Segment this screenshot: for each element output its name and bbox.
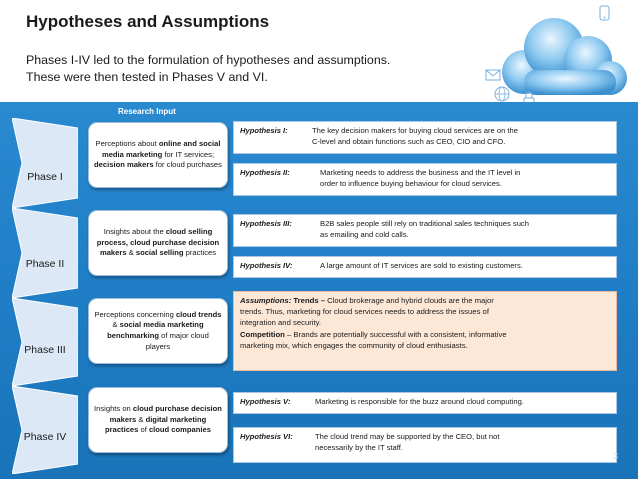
research-input-segment: for cloud purchases xyxy=(153,160,222,170)
phase-label: Phase IV xyxy=(23,431,67,443)
hypothesis-text-line: as emailing and cold calls. xyxy=(320,230,409,239)
hypothesis-label: Hypothesis V: xyxy=(240,397,291,406)
hypothesis-text xyxy=(315,431,610,453)
research-input-segment: of xyxy=(138,425,149,435)
phase-label: Phase I xyxy=(27,171,63,183)
hypothesis-6 xyxy=(233,427,617,463)
research-input-2 xyxy=(88,210,228,276)
hypothesis-label: Hypothesis IV: xyxy=(240,261,293,270)
hypothesis-label: Hypothesis II: xyxy=(240,168,290,177)
page-number: 3 xyxy=(613,451,619,461)
phase-arrow-shape xyxy=(12,386,78,474)
competition-label: Competition xyxy=(240,329,285,339)
research-input-segment: of major cloud players xyxy=(145,331,209,351)
research-input-text xyxy=(94,404,222,436)
phase-2 xyxy=(12,208,78,298)
hypothesis-text: Marketing is responsible for the buzz around cloud computing. xyxy=(315,397,524,406)
phase-arrow-shape xyxy=(12,208,78,298)
phone-icon xyxy=(600,6,609,20)
hypothesis-text-line: The key decision makers for buying cloud services are on the xyxy=(312,126,518,135)
phase-3 xyxy=(12,298,78,386)
phase-arrow-shape xyxy=(12,298,78,386)
research-input-keyword: social selling xyxy=(135,248,184,258)
cloud-icon xyxy=(484,4,634,108)
hypothesis-2 xyxy=(233,163,617,196)
hypothesis-1 xyxy=(233,121,617,154)
hypothesis-label: Hypothesis III: xyxy=(240,219,292,228)
globe-icon xyxy=(495,87,509,101)
phase-4 xyxy=(12,386,78,474)
research-input-segment: practices xyxy=(183,248,217,258)
research-input-segment: Insights on xyxy=(94,404,133,414)
hypothesis-text xyxy=(312,125,610,147)
trends-label: Trends – xyxy=(293,296,326,305)
email-icon xyxy=(486,70,500,80)
hypothesis-text-line: necessarily by the IT staff. xyxy=(315,443,403,452)
hypothesis-label: Hypothesis VI: xyxy=(240,432,293,441)
hypothesis-text: A large amount of IT services are sold to existing customers. xyxy=(320,261,523,270)
hypothesis-label: Hypothesis I: xyxy=(240,126,288,135)
competition-text: – Brands are potentially successful with a consistent, informative xyxy=(284,329,507,339)
trends-text-line: trends. Thus, marketing for cloud services needs to address the issues of xyxy=(240,307,489,317)
research-input-4 xyxy=(88,387,228,453)
research-input-segment: Perceptions about xyxy=(95,139,159,149)
research-input-segment: & xyxy=(136,414,146,424)
hypothesis-text xyxy=(320,218,610,240)
research-input-segment: Insights about the xyxy=(103,227,166,237)
hypothesis-4 xyxy=(233,256,617,278)
research-input-text xyxy=(94,139,222,171)
trends-text-line: integration and security. xyxy=(240,318,322,328)
trends-text: Cloud brokerage and hybrid clouds are the major xyxy=(325,296,494,305)
phase-1 xyxy=(12,118,78,208)
research-input-keyword: cloud selling process, cloud purchase decision makers xyxy=(96,227,220,258)
hypothesis-text-line: The cloud trend may be supported by the CEO, but not xyxy=(315,432,500,441)
research-input-3 xyxy=(88,298,228,364)
assumptions-box xyxy=(233,291,617,371)
competition-text-line: marketing mix, which engages the community of cloud enthusiasts. xyxy=(240,340,468,350)
hypothesis-text-line: C-level and obtain functions such as CEO, CIO and CFO. xyxy=(312,137,506,146)
research-input-label: Research Input xyxy=(118,107,176,116)
research-input-segment: & xyxy=(126,248,136,258)
research-input-segment: for IT services; xyxy=(162,149,215,159)
phase-arrow-shape xyxy=(12,118,78,208)
subtitle-line-1: Phases I-IV led to the formulation of hypotheses and assumptions. xyxy=(26,53,391,67)
research-input-keyword: cloud trends xyxy=(175,309,222,319)
hypothesis-5 xyxy=(233,392,617,414)
phase-label: Phase III xyxy=(24,344,66,356)
page-title: Hypotheses and Assumptions xyxy=(26,12,270,31)
hypothesis-text-line: order to influence buying behaviour for cloud services. xyxy=(320,179,502,188)
research-input-keyword: digital marketing practices xyxy=(105,414,207,435)
research-input-keyword: social media marketing benchmarking xyxy=(107,320,204,340)
research-input-keyword: cloud companies xyxy=(148,425,211,435)
hypothesis-text-line: Marketing needs to address the business and the IT level in xyxy=(320,168,521,177)
research-input-text xyxy=(94,227,222,259)
assumptions-label: Assumptions: xyxy=(240,296,292,305)
research-input-segment: & xyxy=(112,320,120,330)
research-input-text xyxy=(94,310,222,352)
page-subtitle xyxy=(26,52,486,86)
hypothesis-text-line: B2B sales people still rely on traditional sales techniques such xyxy=(320,219,529,228)
research-input-segment: Perceptions concerning xyxy=(94,309,176,319)
research-input-keyword: online and social media marketing xyxy=(101,139,221,159)
subtitle-line-2: These were then tested in Phases V and VI. xyxy=(26,70,268,84)
research-input-keyword: cloud purchase decision makers xyxy=(109,404,222,424)
hypothesis-text xyxy=(320,167,610,189)
research-input-keyword: decision makers xyxy=(94,160,154,170)
phase-label: Phase II xyxy=(25,258,65,270)
hypothesis-3 xyxy=(233,214,617,247)
research-input-1 xyxy=(88,122,228,188)
